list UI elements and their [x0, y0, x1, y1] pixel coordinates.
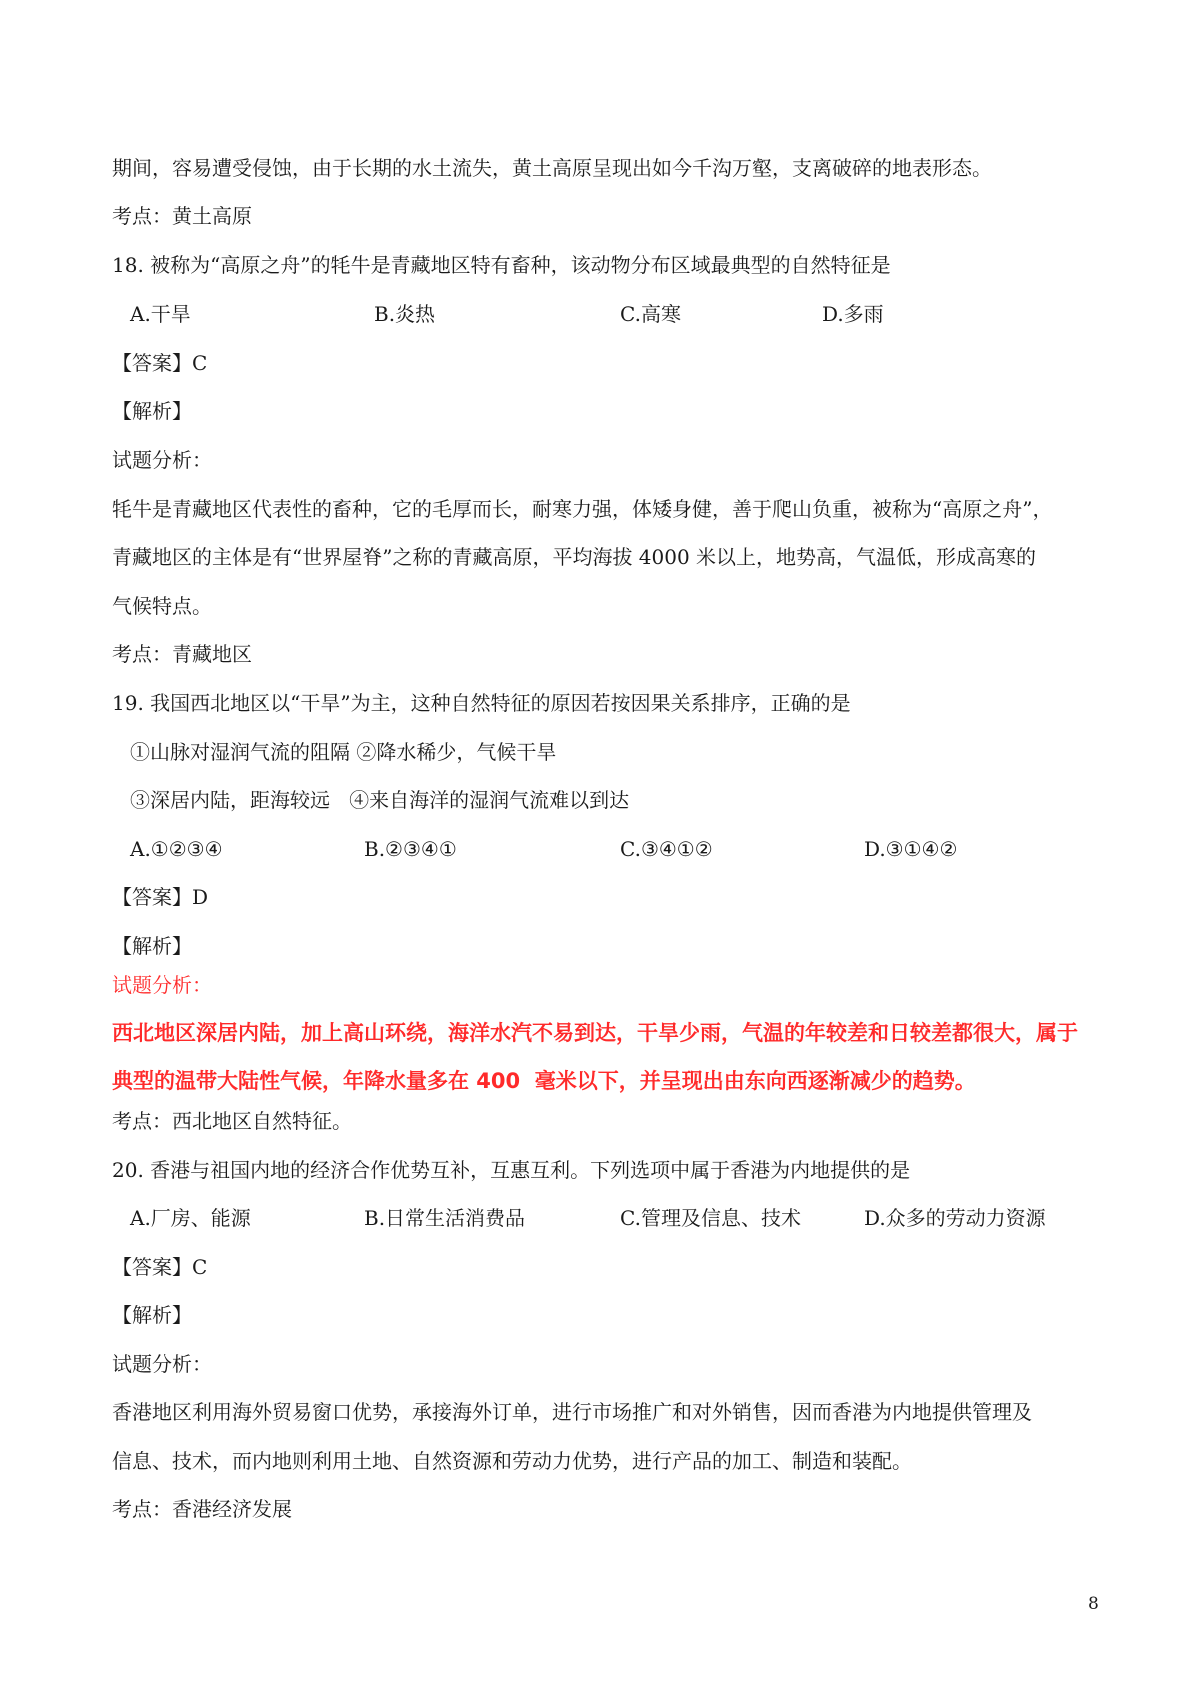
q20-option-b: B.日常生活消费品 [364, 1206, 526, 1230]
intro-kaodian: 考点：黄土高原 [112, 204, 252, 228]
q18-option-d: D.多雨 [822, 302, 884, 326]
q19-answer: 【答案】D [112, 885, 209, 909]
q20-option-c: C.管理及信息、技术 [620, 1206, 801, 1230]
q20-stem: 20. 香港与祖国内地的经济合作优势互补，互惠互利。下列选项中属于香港为内地提供的是 [112, 1158, 911, 1182]
q18-option-a: A.干旱 [130, 302, 191, 326]
q19-jiexi: 【解析】 [112, 934, 192, 958]
q20-option-d: D.众多的劳动力资源 [864, 1206, 1046, 1230]
q19-option-c: C.③④①② [620, 837, 713, 861]
q18-option-c: C.高寒 [620, 302, 681, 326]
q18-analysis-line-3: 气候特点。 [112, 594, 212, 618]
q20-option-a: A.厂房、能源 [130, 1206, 251, 1230]
q18-kaodian: 考点：青藏地区 [112, 642, 252, 666]
intro-text: 期间，容易遭受侵蚀，由于长期的水土流失，黄土高原呈现出如今千沟万壑，支离破碎的地表形态。 [112, 156, 992, 180]
q18-analysis-line-1: 牦牛是青藏地区代表性的畜种，它的毛厚而长，耐寒力强，体矮身健，善于爬山负重，被称为“高原之舟”， [112, 497, 1053, 521]
q19-option-d: D.③①④② [864, 837, 958, 861]
q19-analysis-line-2: 典型的温带大陆性气候，年降水量多在 400 毫米以下，并呈现出由东向西逐渐减少的趋势。 [112, 1069, 976, 1093]
q20-jiexi: 【解析】 [112, 1303, 192, 1327]
q19-fenxi-label: 试题分析： [112, 973, 212, 997]
q20-analysis-line-2: 信息、技术，而内地则利用土地、自然资源和劳动力优势，进行产品的加工、制造和装配。 [112, 1449, 912, 1473]
q19-option-a: A.①②③④ [130, 837, 223, 861]
q18-fenxi-label: 试题分析： [112, 448, 212, 472]
q18-option-b: B.炎热 [374, 302, 436, 326]
q19-stem: 19. 我国西北地区以“干旱”为主，这种自然特征的原因若按因果关系排序，正确的是 [112, 691, 851, 715]
q18-analysis-line-2: 青藏地区的主体是有“世界屋脊”之称的青藏高原，平均海拔 4000 米以上，地势高，气温低，形成高寒的 [112, 545, 1037, 569]
page-number: 8 [1088, 1594, 1099, 1614]
q20-answer: 【答案】C [112, 1255, 208, 1279]
q19-analysis-line-1: 西北地区深居内陆，加上高山环绕，海洋水汽不易到达，干旱少雨，气温的年较差和日较差都很大，属于 [112, 1021, 1078, 1045]
q19-option-b: B.②③④① [364, 837, 457, 861]
q19-kaodian: 考点：西北地区自然特征。 [112, 1109, 352, 1133]
q18-stem: 18. 被称为“高原之舟”的牦牛是青藏地区特有畜种，该动物分布区域最典型的自然特征是 [112, 253, 891, 277]
q20-fenxi-label: 试题分析： [112, 1352, 212, 1376]
q19-item-line-2: ③深居内陆，距海较远 ④来自海洋的湿润气流难以到达 [130, 788, 630, 812]
q20-kaodian: 考点：香港经济发展 [112, 1497, 292, 1521]
q19-item-line-1: ①山脉对湿润气流的阻隔 ②降水稀少，气候干旱 [130, 740, 557, 764]
q20-analysis-line-1: 香港地区利用海外贸易窗口优势，承接海外订单，进行市场推广和对外销售，因而香港为内地提供管理及 [112, 1400, 1032, 1424]
q18-jiexi: 【解析】 [112, 399, 192, 423]
q18-answer: 【答案】C [112, 351, 208, 375]
